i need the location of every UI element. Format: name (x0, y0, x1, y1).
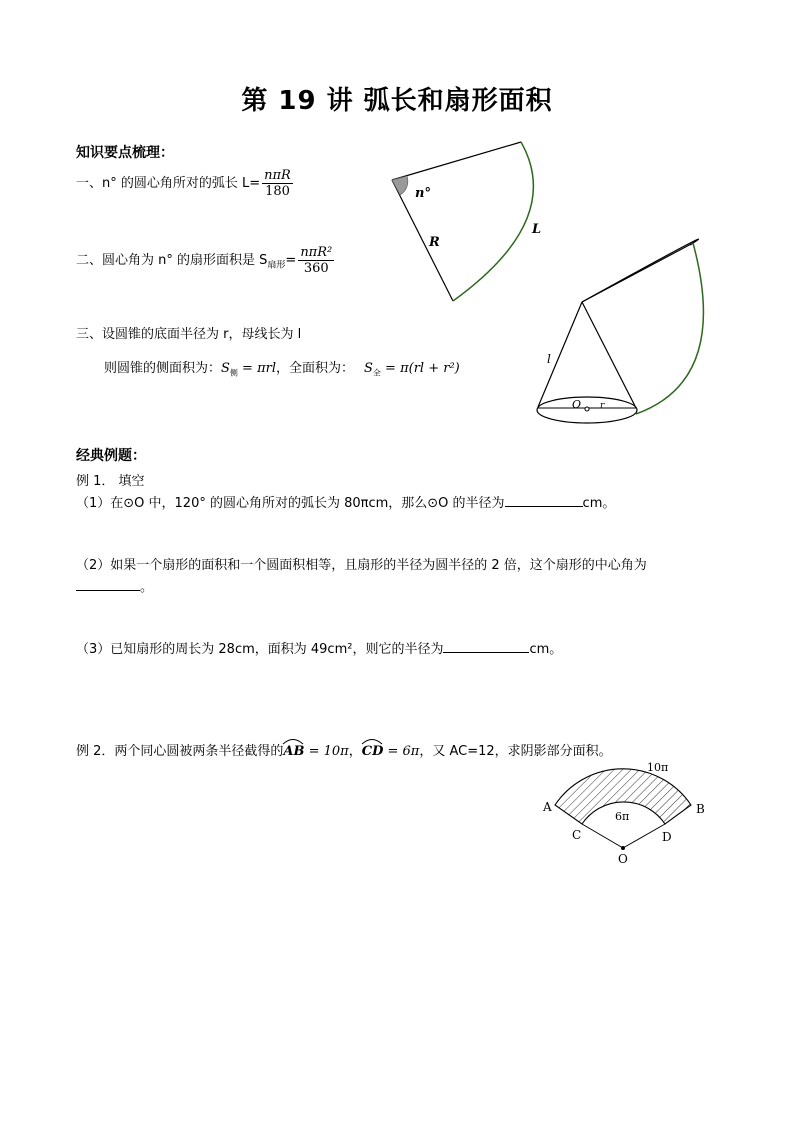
base-radius-label: r (600, 401, 605, 411)
label-C: C (572, 828, 582, 842)
arc-ab-label (283, 744, 304, 759)
radius-OC (582, 824, 623, 848)
cone-setup-text: 三、设圆锥的底面半径为 r，母线长为 l (76, 327, 302, 342)
fraction-sector-area (298, 245, 334, 276)
formula-sector-area (76, 245, 334, 276)
equals-sign: = (285, 253, 297, 268)
arc-symbol-icon (282, 738, 304, 745)
label-O: O (618, 852, 628, 866)
arc-cd-text: CD (361, 744, 384, 759)
label-B: B (696, 802, 705, 816)
lateral-area-label: 则圆锥的侧面积为： (104, 361, 222, 376)
radius-label: R (429, 235, 440, 250)
slant-label: l (547, 352, 551, 366)
outer-arc-length: 10π (647, 761, 669, 774)
fraction-denominator: 180 (265, 184, 290, 199)
sector-radius-top (392, 142, 521, 180)
question-1-text: （1）在⊙O 中，120° 的圆心角所对的弧长为 80πcm，那么⊙O 的半径为 (76, 496, 505, 511)
lateral-area-formula: = πrl (237, 361, 276, 376)
question-2-line-1: （2）如果一个扇形的面积和一个圆面积相等，且扇形的半径为圆半径的 2 倍，这个扇形的中心角为 (76, 558, 647, 573)
page-title: 第 19 讲 弧长和扇形面积 (241, 86, 553, 116)
cone-area-formulas (104, 357, 460, 379)
fraction-arc-length (262, 168, 293, 199)
formula-sector-area-prefix: 二、圆心角为 n° 的扇形面积是 S (76, 253, 268, 268)
example-2-question: ，又 AC=12，求阴影部分面积。 (419, 744, 612, 759)
section-heading-knowledge: 知识要点梳理： (76, 145, 174, 161)
arc-symbol-icon (361, 738, 383, 745)
fraction-denominator: 360 (303, 261, 329, 276)
angle-label: n° (415, 186, 431, 201)
arc-cd-value: = 6π (383, 744, 420, 759)
cone-slant-left (538, 302, 582, 407)
center-point (621, 846, 625, 850)
subscript-sector: 扇形 (267, 260, 286, 271)
section-heading-examples: 经典例题： (76, 448, 146, 464)
arc-length-label: L (532, 222, 542, 237)
arc-ab-text: AB (283, 744, 305, 759)
example-2-text (76, 740, 612, 759)
question-2-end: 。 (140, 580, 154, 595)
example-2-intro: 例 2．两个同心圆被两条半径截得的 (76, 744, 284, 759)
total-area-subscript: 全 (372, 368, 381, 378)
label-A: A (543, 800, 552, 814)
arc-cd-label (362, 744, 384, 759)
answer-blank-1[interactable] (505, 506, 583, 507)
formula-arc-length (76, 168, 293, 199)
question-2-line-2 (76, 576, 153, 595)
total-area-label: ，全面积为： (276, 361, 355, 376)
fraction-numerator: nπR² (300, 245, 333, 260)
answer-blank-3[interactable] (443, 652, 529, 653)
separator: ， (348, 744, 362, 759)
annulus-sector-figure (535, 755, 715, 870)
fraction-numerator: nπR (264, 168, 291, 183)
lateral-area-S: S (221, 361, 230, 376)
total-area-S: S (364, 361, 373, 376)
question-3-unit: cm。 (529, 642, 563, 657)
sector-arc (453, 142, 533, 301)
cone-figure (530, 240, 720, 435)
label-D: D (662, 830, 672, 844)
lateral-area-subscript: 侧 (229, 368, 238, 378)
formula-arc-length-prefix: 一、n° 的圆心角所对的弧长 L= (76, 176, 261, 191)
question-3-text: （3）已知扇形的周长为 28cm，面积为 49cm²，则它的半径为 (76, 642, 444, 657)
lateral-edge (582, 243, 693, 302)
center-label: O (572, 398, 582, 411)
cone-center-point (585, 407, 589, 411)
cone-slant-right (582, 302, 636, 408)
example-1-title: 例 1． 填空 (76, 474, 145, 489)
arc-ab-value: = 10π (304, 744, 349, 759)
sector-figure (385, 135, 542, 307)
radius-OD (623, 824, 665, 848)
question-1 (76, 492, 615, 511)
total-area-formula: = π(rl + r²) (380, 361, 460, 376)
question-3 (76, 638, 562, 657)
answer-blank-2[interactable] (76, 578, 140, 591)
lateral-arc (636, 243, 703, 414)
question-1-unit: cm。 (582, 496, 616, 511)
inner-arc-length: 6π (615, 810, 630, 823)
